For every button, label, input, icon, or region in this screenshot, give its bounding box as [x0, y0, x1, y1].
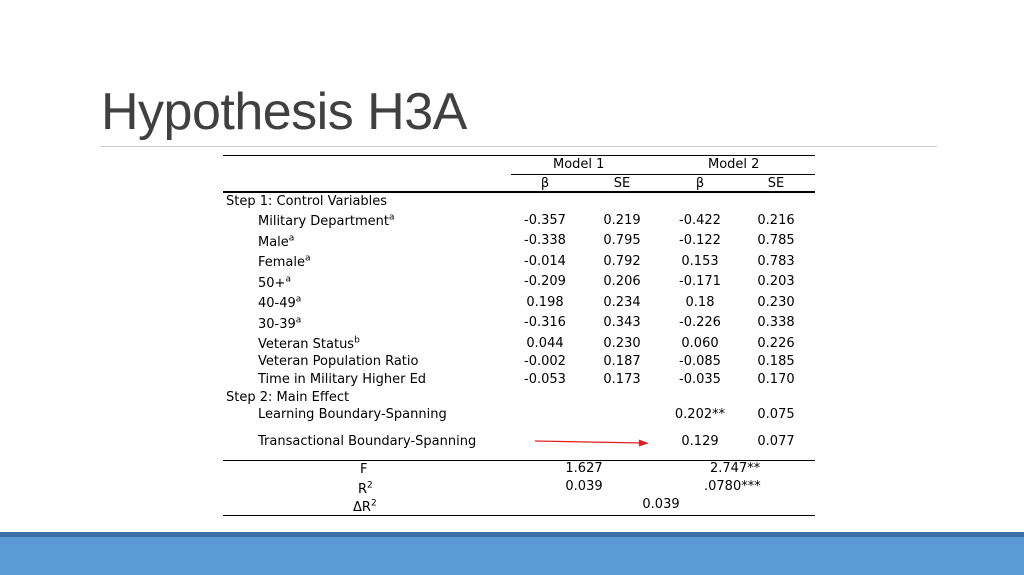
m1-se-cell: 0.219: [603, 213, 641, 228]
m1-beta-header: β: [540, 176, 550, 191]
delta-r2-value: 0.039: [642, 497, 680, 512]
m2-se-cell: 0.226: [757, 336, 795, 351]
row-label: Learning Boundary-Spanning: [258, 407, 447, 422]
m2-beta-header: β: [695, 176, 705, 191]
m1-beta-cell: -0.357: [524, 213, 566, 228]
r2-label: $R^2$: [358, 480, 373, 497]
m2-beta-cell: 0.060: [681, 336, 719, 351]
m2-se-cell: 0.338: [757, 315, 795, 330]
m1-beta-cell: -0.002: [524, 354, 566, 369]
row-label: 30-39$^a$: [258, 315, 302, 332]
row-label: Time in Military Higher Ed: [258, 372, 427, 387]
table-top-rule: [223, 155, 815, 156]
m2-se-cell: 0.783: [757, 254, 795, 269]
m2-se-cell: 0.075: [757, 407, 795, 422]
m2-se-cell: 0.216: [757, 213, 795, 228]
step2-label: Step 2: Main Effect: [226, 390, 350, 405]
r2-model2: .0780***: [704, 479, 761, 494]
m2-beta-cell: -0.226: [679, 315, 721, 330]
title-divider: [101, 146, 937, 147]
m2-beta-cell: 0.202**: [674, 407, 726, 422]
m2-se-header: SE: [767, 176, 785, 191]
model-2-header: Model 2: [708, 157, 760, 172]
m1-beta-cell: -0.014: [524, 254, 566, 269]
m2-beta-cell: -0.171: [679, 274, 721, 289]
row-label: Veteran Population Ratio: [258, 354, 419, 369]
m1-beta-cell: -0.209: [524, 274, 566, 289]
m2-beta-cell: 0.153: [681, 254, 719, 269]
slide-title: Hypothesis H3A: [101, 83, 467, 141]
red-arrow-annotation: [535, 436, 650, 448]
m2-beta-cell: 0.129: [681, 434, 719, 449]
m1-se-cell: 0.343: [603, 315, 641, 330]
row-label: Female$^a$: [258, 253, 311, 270]
r2-model1: 0.039: [565, 479, 603, 494]
m2-beta-cell: -0.035: [679, 372, 721, 387]
m2-beta-cell: -0.122: [679, 233, 721, 248]
row-label: 50+$^a$: [258, 274, 291, 291]
table-bottom-rule: [223, 515, 815, 516]
m1-se-cell: 0.173: [603, 372, 641, 387]
m1-se-header: SE: [613, 176, 631, 191]
m2-se-cell: 0.203: [757, 274, 795, 289]
f-model1: 1.627: [565, 461, 603, 476]
m1-beta-cell: 0.044: [526, 336, 564, 351]
m1-se-cell: 0.206: [603, 274, 641, 289]
m2-se-cell: 0.785: [757, 233, 795, 248]
m1-beta-cell: -0.053: [524, 372, 566, 387]
m2-beta-cell: -0.085: [679, 354, 721, 369]
step1-label: Step 1: Control Variables: [226, 194, 388, 209]
m2-se-cell: 0.170: [757, 372, 795, 387]
row-label: 40-49$^a$: [258, 294, 302, 311]
m2-beta-cell: 0.18: [685, 295, 715, 310]
f-label: F: [360, 462, 368, 477]
m2-beta-cell: -0.422: [679, 213, 721, 228]
model-header-rule: [511, 174, 815, 175]
m1-beta-cell: 0.198: [526, 295, 564, 310]
row-label: Military Department$^a$: [258, 212, 395, 229]
model-1-header: Model 1: [553, 157, 605, 172]
regression-table: [223, 155, 815, 517]
m1-se-cell: 0.234: [603, 295, 641, 310]
row-label: Veteran Status$^b$: [258, 335, 360, 352]
row-label: Transactional Boundary-Spanning: [258, 434, 477, 449]
arrow-right-icon: [535, 437, 650, 449]
row-label: Male$^a$: [258, 233, 295, 250]
footer-bar: [0, 537, 1024, 575]
delta-r2-label: $\Delta R^2$: [353, 498, 377, 515]
m1-beta-cell: -0.316: [524, 315, 566, 330]
m2-se-cell: 0.230: [757, 295, 795, 310]
m1-se-cell: 0.792: [603, 254, 641, 269]
m2-se-cell: 0.077: [757, 434, 795, 449]
m1-se-cell: 0.187: [603, 354, 641, 369]
m2-se-cell: 0.185: [757, 354, 795, 369]
m1-beta-cell: -0.338: [524, 233, 566, 248]
m1-se-cell: 0.795: [603, 233, 641, 248]
f-model2: 2.747**: [710, 461, 761, 476]
m1-se-cell: 0.230: [603, 336, 641, 351]
